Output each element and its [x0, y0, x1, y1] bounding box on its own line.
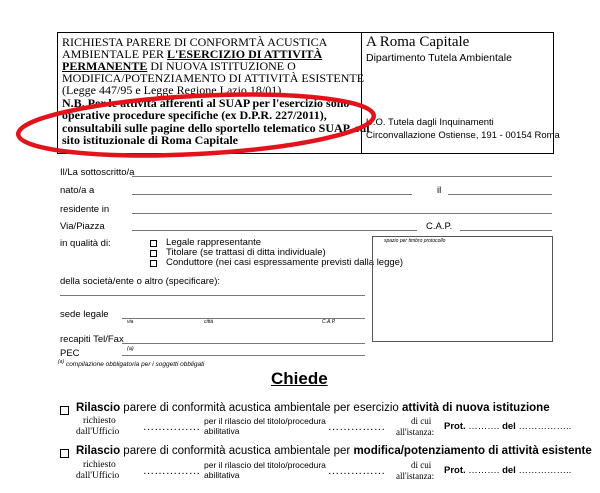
checkbox-titolare[interactable] [150, 250, 157, 257]
field-il[interactable] [448, 194, 552, 195]
label-residente: residente in [60, 204, 110, 215]
option-legale: Legale rappresentante [166, 237, 262, 248]
field-pec[interactable] [122, 355, 365, 356]
label-il: il [437, 185, 442, 196]
checkbox-request-new[interactable] [60, 406, 69, 415]
request-new-ufficio: dall'Ufficio [76, 427, 120, 437]
checkbox-request-modify[interactable] [60, 449, 69, 458]
request-new-prot: Prot. ………. del …………….. [444, 421, 572, 432]
field-societa[interactable] [60, 295, 365, 296]
title-line-1: RICHIESTA PARERE DI CONFORMTÀ ACUSTICA [62, 35, 328, 49]
label-sede: sede legale [60, 309, 109, 320]
request-modify-titolo-dots[interactable]: …………… [328, 465, 386, 477]
office-address: Circonvallazione Ostiense, 191 - 00154 Roma [366, 130, 560, 141]
title-line-4: MODIFICA/POTENZIAMENTO DI ATTIVITÀ ESISTENTE [62, 71, 365, 85]
request-new-per1: per il rilascio del titolo/procedura [204, 416, 326, 426]
field-sottoscritto[interactable] [132, 176, 552, 177]
request-new-dicui1: di cui [411, 416, 432, 426]
checkbox-legale[interactable] [150, 240, 157, 247]
request-new-richiesto: richiesto [83, 416, 116, 426]
request-modify-per1: per il rilascio del titolo/procedura [204, 460, 326, 470]
option-conduttore: Conduttore (nei casi espressamente previsti dalla legge) [166, 257, 404, 268]
field-recapiti[interactable] [122, 343, 365, 344]
office-dept: Dipartimento Tutela Ambientale [366, 52, 512, 64]
request-modify-richiesto: richiesto [83, 460, 116, 470]
note-line-4: sito istituzionale di Roma Capitale [62, 133, 238, 147]
office-title: A Roma Capitale [366, 34, 470, 50]
stamp-label: spazio per timbro protocollo [384, 238, 446, 244]
footnote: $^{(a)}$ compilazione obbligatoria per i soggetti obbligati [58, 359, 205, 369]
request-modify-ufficio: dall'Ufficio [76, 471, 120, 481]
label-cap: C.A.P. [426, 221, 453, 232]
label-societa: della società/ente o altro (specificare): [60, 276, 220, 287]
field-residente[interactable] [132, 213, 552, 214]
sub-cap: C.A.P. [322, 319, 336, 325]
pec-mark: (a) [127, 346, 134, 352]
stamp-box [372, 236, 553, 342]
label-sottoscritto: Il/La sottoscritto/a [60, 167, 135, 178]
field-cap[interactable] [460, 230, 552, 231]
label-nato: nato/a a [60, 185, 95, 196]
request-modify-prot: Prot. ………. del …………….. [444, 465, 572, 476]
title-line-2: AMBIENTALE PER L'ESERCIZIO DI ATTIVITÀ [62, 47, 323, 61]
label-via: Via/Piazza [60, 221, 105, 232]
label-pec: PEC [60, 348, 80, 359]
note-line-2: operative procedure specifiche (ex D.P.R. 227/2011), [62, 108, 327, 122]
request-modify-text: Rilascio parere di conformità acustica ambientale per modifica/potenziamento di attività esistente [76, 445, 592, 457]
request-modify-ufficio-dots[interactable]: …………… [143, 465, 201, 477]
title-line-3: PERMANENTE DI NUOVA ISTITUZIONE O [62, 59, 296, 73]
field-via[interactable] [132, 230, 417, 231]
request-new-ufficio-dots[interactable]: …………… [143, 421, 201, 433]
request-new-dicui2: all'istanza: [396, 427, 435, 437]
label-qualita: in qualità di: [60, 238, 111, 249]
request-new-titolo-dots[interactable]: …………… [328, 421, 386, 433]
office-unit: U.O. Tutela dagli Inquinamenti [366, 117, 494, 128]
request-modify-dicui2: all'istanza: [396, 471, 435, 481]
checkbox-conduttore[interactable] [150, 260, 157, 267]
request-modify-per2: abilitativa [204, 470, 240, 480]
chiede-heading: Chiede [271, 369, 328, 388]
note-line-3: consultabili sulle pagine dello sportello telematico SUAP, sul [62, 121, 370, 135]
note-line-1: N.B. Per le attività afferenti al SUAP per l'esercizio sono [62, 96, 350, 110]
sub-citta: città [204, 319, 214, 325]
request-modify-dicui1: di cui [411, 460, 432, 470]
field-nato[interactable] [132, 194, 412, 195]
request-new-per2: abilitativa [204, 426, 240, 436]
option-titolare: Titolare (se trattasi di ditta individuale) [166, 247, 326, 258]
request-new-text: Rilascio parere di conformità acustica ambientale per esercizio attività di nuova istituzione [76, 402, 550, 414]
sub-via: via [127, 319, 134, 325]
label-recapiti: recapiti Tel/Fax [60, 334, 124, 345]
title-line-5: (Legge 447/95 e Legge Regione Lazio 18/01) [62, 83, 282, 97]
